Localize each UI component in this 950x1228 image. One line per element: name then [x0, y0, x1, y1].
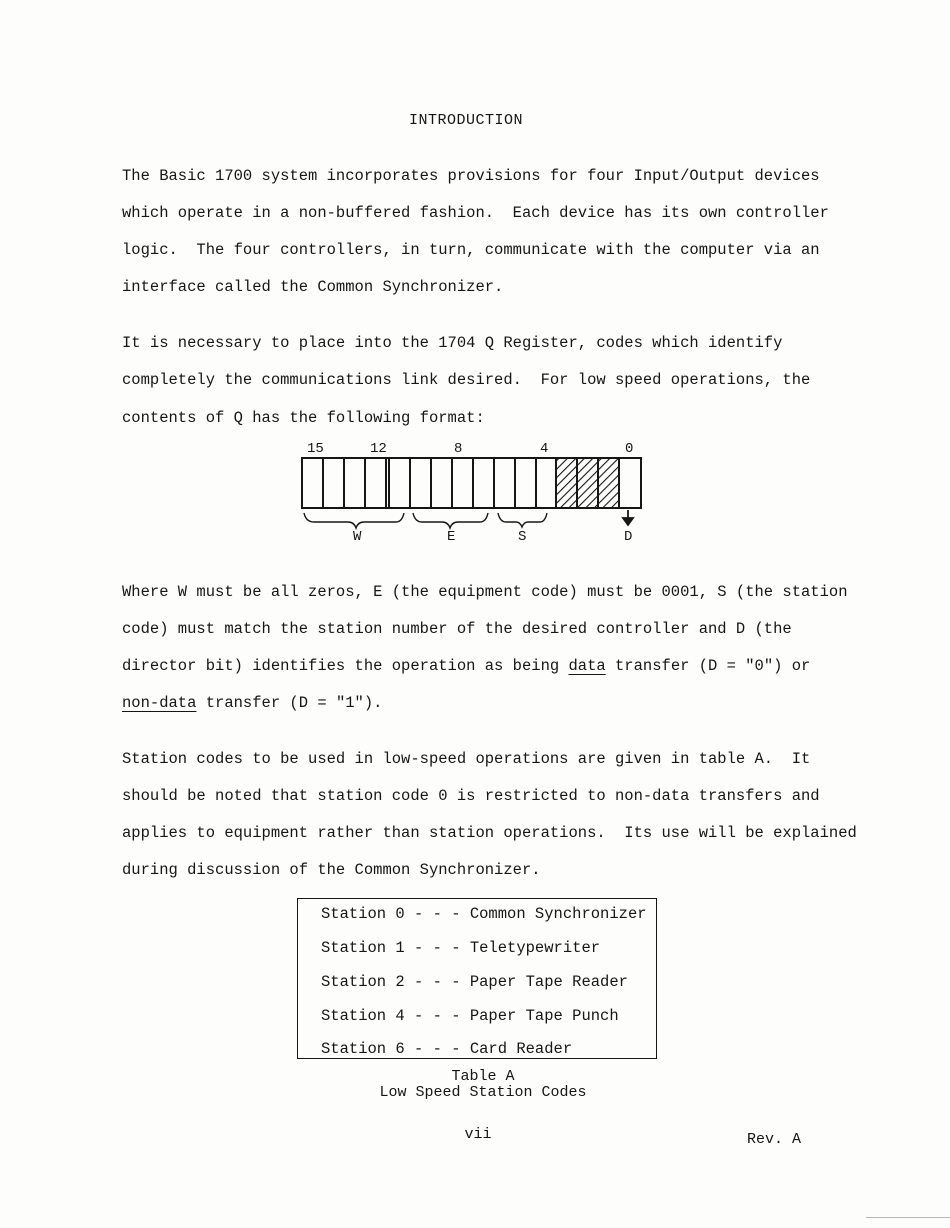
- table-row: Station 1 - - - Teletypewriter: [321, 939, 601, 957]
- field-label-e: E: [447, 529, 456, 545]
- text-line: applies to equipment rather than station operations. Its use will be explained: [122, 824, 857, 842]
- text-line: [122, 685, 882, 722]
- field-label-s: S: [518, 529, 527, 545]
- underlined-term-non-data: non-data: [122, 694, 197, 712]
- field-label-w: W: [353, 529, 362, 545]
- text-line: contents of Q has the following format:: [122, 409, 485, 427]
- station-codes-table: [297, 898, 657, 1059]
- bit-label-15: 15: [307, 441, 324, 457]
- director-bit-arrow: [623, 510, 633, 525]
- bit-cells: [302, 458, 641, 508]
- bit-label-12: 12: [370, 441, 387, 457]
- text-line: logic. The four controllers, in turn, communicate with the computer via an: [122, 241, 820, 259]
- text-line: which operate in a non-buffered fashion. Each device has its own controller: [122, 204, 829, 222]
- field-braces: [304, 513, 547, 528]
- bit-label-0: 0: [625, 441, 634, 457]
- scan-artifact-line: [866, 1217, 950, 1218]
- field-label-d: D: [624, 529, 633, 545]
- text-line: Station codes to be used in low-speed operations are given in table A. It: [122, 750, 811, 768]
- text-line: during discussion of the Common Synchronizer.: [122, 861, 541, 879]
- table-caption-subtitle: Low Speed Station Codes: [379, 1084, 587, 1101]
- table-row: Station 6 - - - Card Reader: [321, 1040, 573, 1058]
- bit-label-4: 4: [540, 441, 549, 457]
- page-number: vii: [464, 1126, 492, 1143]
- text-line: It is necessary to place into the 1704 Q Register, codes which identify: [122, 334, 783, 352]
- table-row: Station 0 - - - Common Synchronizer: [321, 905, 647, 923]
- table-caption-title: Table A: [451, 1068, 515, 1085]
- text-segment: transfer (D = "0") or: [605, 657, 811, 675]
- text-line: should be noted that station code 0 is restricted to non-data transfers and: [122, 787, 820, 805]
- table-row: Station 4 - - - Paper Tape Punch: [321, 1007, 619, 1025]
- page-heading: INTRODUCTION: [408, 112, 524, 129]
- text-line: Where W must be all zeros, E (the equipment code) must be 0001, S (the station: [122, 583, 848, 601]
- text-segment: director bit) identifies the operation as being: [122, 657, 569, 675]
- text-line: [122, 648, 882, 685]
- bit-label-8: 8: [454, 441, 463, 457]
- table-row: Station 2 - - - Paper Tape Reader: [321, 973, 628, 991]
- text-line: code) must match the station number of the desired controller and D (the: [122, 620, 792, 638]
- register-bits-graphic: [290, 438, 660, 553]
- revision-label: Rev. A: [747, 1131, 802, 1148]
- text-line: The Basic 1700 system incorporates provisions for four Input/Output devices: [122, 167, 820, 185]
- q-register-diagram: [290, 438, 660, 553]
- text-segment: transfer (D = "1").: [196, 694, 383, 712]
- text-line: completely the communications link desired. For low speed operations, the: [122, 371, 811, 389]
- text-line: interface called the Common Synchronizer.: [122, 278, 504, 296]
- underlined-term-data: data: [568, 657, 606, 675]
